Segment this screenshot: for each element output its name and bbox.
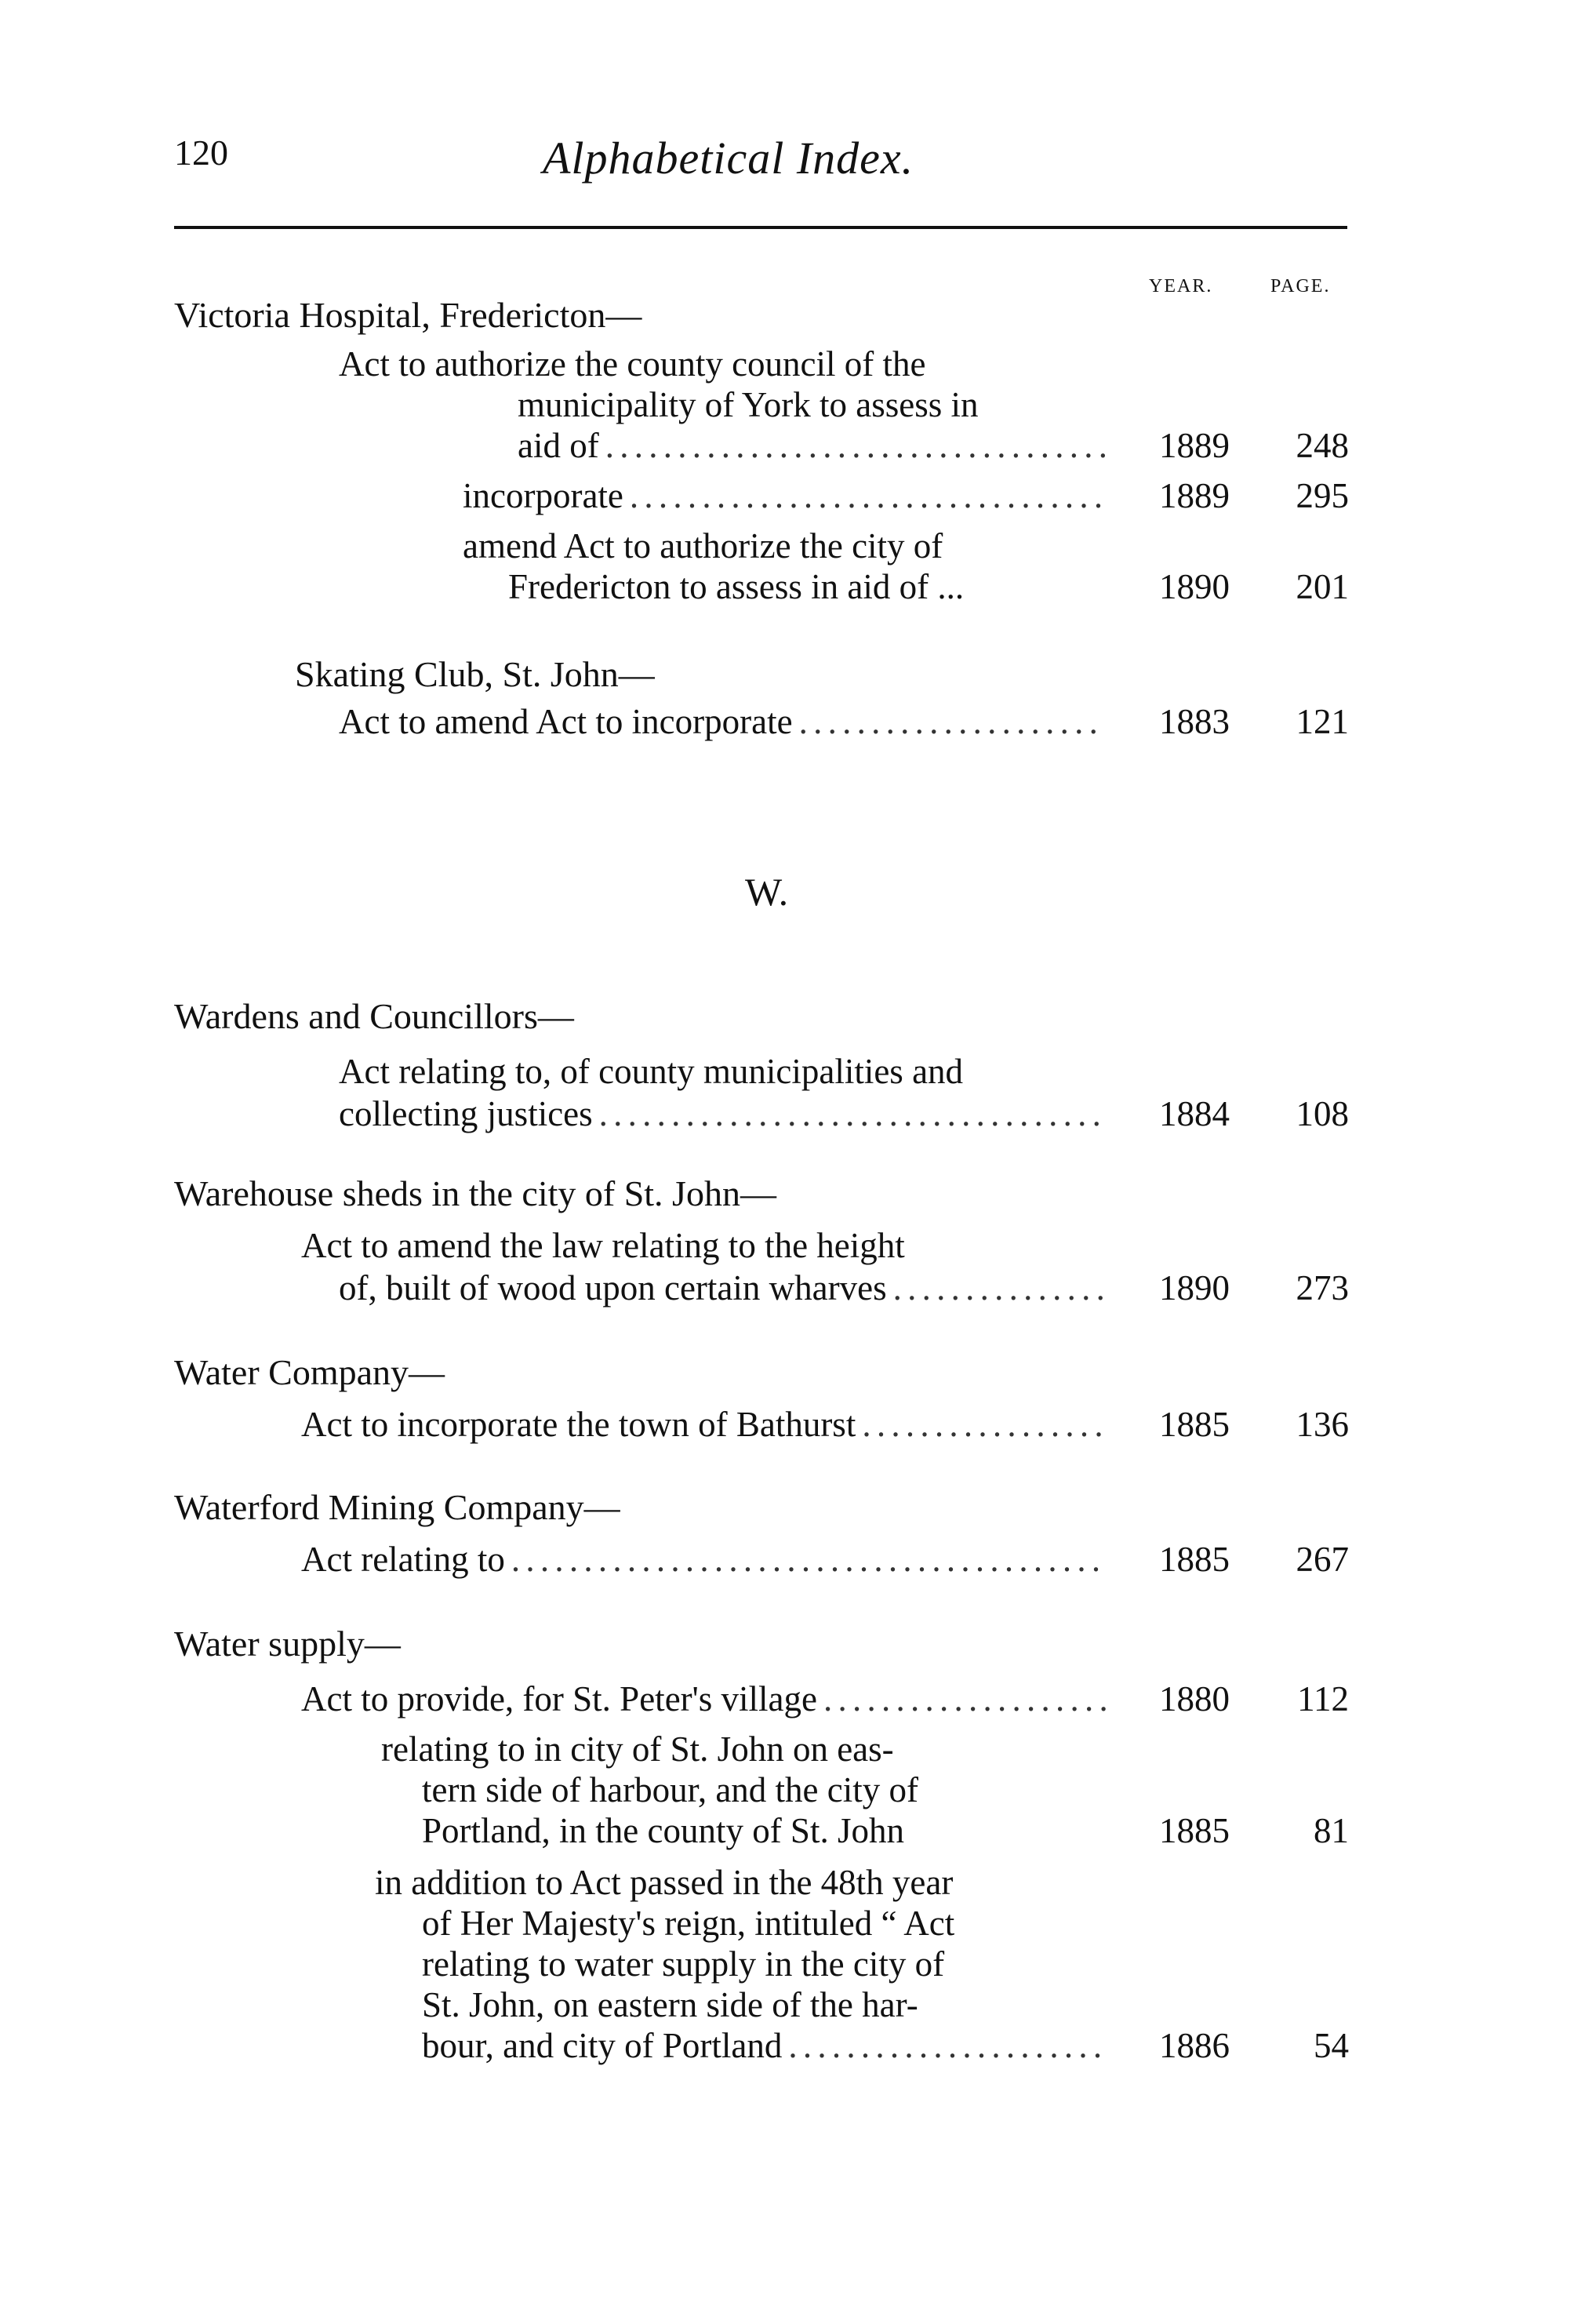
index-line: [301, 1539, 1106, 1580]
header-rule: [174, 226, 1347, 229]
index-line: St. John, on eastern side of the har-: [422, 1985, 918, 2024]
entry-wardens-heading: Wardens and Councillors—: [174, 996, 574, 1036]
index-line: Act to authorize the county council of the: [339, 344, 926, 384]
dot-leader: [630, 475, 1106, 516]
index-line: of Her Majesty's reign, intituled “ Act: [422, 1904, 955, 1943]
entry-year: 1885: [1159, 1811, 1230, 1850]
dot-leader: [599, 1093, 1106, 1134]
entry-skating-club-heading: Skating Club, St. John—: [295, 654, 655, 694]
entry-page: 121: [1296, 702, 1349, 741]
index-line-text: of, built of wood upon certain wharves: [339, 1268, 887, 1307]
index-line: tern side of harbour, and the city of: [422, 1770, 918, 1809]
dot-leader: [862, 1404, 1106, 1445]
index-line: [339, 701, 1106, 742]
index-line: Fredericton to assess in aid of ...: [508, 567, 965, 606]
dot-leader: [511, 1539, 1106, 1580]
index-line: [339, 1093, 1106, 1134]
entry-year: 1885: [1159, 1540, 1230, 1579]
entry-water-company-heading: Water Company—: [174, 1352, 445, 1392]
year-column-header: YEAR.: [1149, 276, 1213, 296]
index-line: [422, 2025, 1106, 2066]
index-line: [301, 1404, 1106, 1445]
dot-leader: [893, 1267, 1106, 1308]
index-line: amend Act to authorize the city of: [463, 526, 943, 566]
entry-year: 1880: [1159, 1679, 1230, 1718]
entry-year: 1884: [1159, 1094, 1230, 1133]
entry-warehouse-sheds-heading: Warehouse sheds in the city of St. John—: [174, 1173, 776, 1213]
dot-leader: [788, 2025, 1106, 2066]
entry-page: 81: [1314, 1811, 1349, 1850]
index-line: [518, 425, 1106, 466]
entry-page: 108: [1296, 1094, 1349, 1133]
dot-leader: [605, 425, 1106, 466]
index-line: Act to amend the law relating to the height: [301, 1226, 905, 1265]
entry-year: 1889: [1159, 476, 1230, 515]
page-title: Alphabetical Index.: [543, 133, 914, 184]
entry-year: 1886: [1159, 2026, 1230, 2065]
index-line-text: Act relating to: [301, 1540, 505, 1579]
index-line-text: Act to incorporate the town of Bathurst: [301, 1405, 856, 1444]
section-letter: W.: [745, 870, 789, 914]
entry-page: 54: [1314, 2026, 1349, 2065]
dot-leader: [823, 1678, 1106, 1719]
index-line: in addition to Act passed in the 48th year: [375, 1863, 954, 1902]
entry-waterford-mining-heading: Waterford Mining Company—: [174, 1487, 620, 1527]
entry-year: 1889: [1159, 426, 1230, 465]
entry-year: 1885: [1159, 1405, 1230, 1444]
entry-year: 1890: [1159, 567, 1230, 606]
page-column-header: PAGE.: [1270, 276, 1331, 296]
index-line: [463, 475, 1106, 516]
index-line: [339, 1267, 1106, 1308]
index-line: [301, 1678, 1106, 1719]
entry-water-supply-heading: Water supply—: [174, 1624, 401, 1664]
entry-victoria-hospital-heading: Victoria Hospital, Fredericton—: [174, 295, 642, 335]
index-line-text: Act to provide, for St. Peter's village: [301, 1679, 817, 1718]
entry-page: 248: [1296, 426, 1349, 465]
entry-page: 201: [1296, 567, 1349, 606]
entry-page: 267: [1296, 1540, 1349, 1579]
entry-page: 112: [1297, 1679, 1349, 1718]
index-line: relating to in city of St. John on eas-: [381, 1729, 894, 1769]
index-line-text: incorporate: [463, 476, 623, 515]
entry-page: 136: [1296, 1405, 1349, 1444]
entry-year: 1890: [1159, 1268, 1230, 1307]
index-line-text: bour, and city of Portland: [422, 2026, 783, 2065]
index-line-text: aid of: [518, 426, 599, 465]
index-line: Portland, in the county of St. John: [422, 1811, 904, 1850]
page-header: [174, 132, 1350, 195]
index-line-text: collecting justices: [339, 1094, 593, 1133]
entry-page: 295: [1296, 476, 1349, 515]
dot-leader: [799, 701, 1106, 742]
entry-page: 273: [1296, 1268, 1349, 1307]
index-line: municipality of York to assess in: [518, 385, 979, 424]
index-line: relating to water supply in the city of: [422, 1944, 945, 1984]
entry-year: 1883: [1159, 702, 1230, 741]
page-number: 120: [174, 133, 228, 173]
index-line-text: Act to amend Act to incorporate: [339, 702, 793, 741]
index-line: Act relating to, of county municipalities and: [339, 1052, 964, 1091]
